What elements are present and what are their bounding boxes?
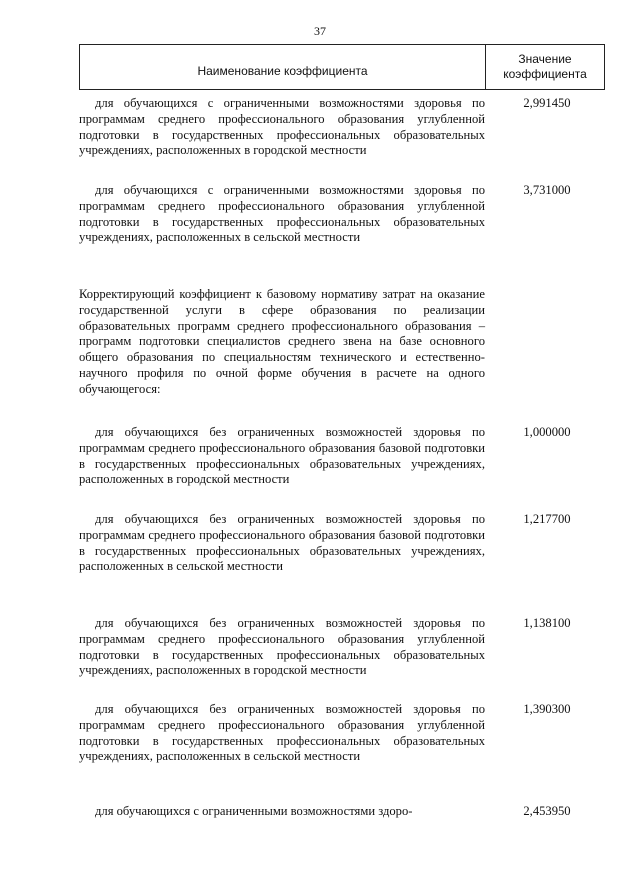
section-heading-text: Корректирующий коэффициент к базовому нормативу затрат на оказание государственной услуги в сфере образования по реализации образовательных программ среднего профессионального образования – программ подготовки специалистов среднего звена на базе основного общего образования по специальностям технического и естественно-научного профиля по очной форме обучения в расчете на одного обучающегося: — [79, 287, 485, 396]
coefficient-value: 1,390300 — [523, 702, 571, 716]
coefficient-value: 1,217700 — [523, 512, 571, 526]
coefficient-value: 2,453950 — [523, 804, 571, 818]
coefficient-value: 1,000000 — [523, 425, 571, 439]
table-header — [79, 44, 605, 90]
column-header-name: Наименование коэффициента — [80, 45, 486, 89]
coefficient-description: для обучающихся с ограниченными возможностями здоровья по программам среднего профессионального образования углубленной подготовки в государственных профессиональных образовательных учреждениях, расположенных в городской местности — [79, 96, 485, 158]
coefficient-description: для обучающихся с ограниченными возможностями здоровья по программам среднего профессионального образования углубленной подготовки в государственных профессиональных образовательных учреждениях, расположенных в сельской местности — [79, 183, 485, 245]
page-number: 37 — [314, 24, 326, 38]
coefficient-value: 2,991450 — [523, 96, 571, 110]
coefficient-description: для обучающихся с ограниченными возможностями здоро- — [95, 804, 413, 818]
coefficient-description: для обучающихся без ограниченных возможностей здоровья по программам среднего профессионального образования базовой подготовки в государственных профессиональных образовательных учреждениях, расположенных в городской местности — [79, 425, 485, 487]
coefficient-description: для обучающихся без ограниченных возможностей здоровья по программам среднего профессионального образования углубленной подготовки в государственных профессиональных образовательных учреждениях, расположенных в сельской местности — [79, 702, 485, 764]
coefficient-description: для обучающихся без ограниченных возможностей здоровья по программам среднего профессионального образования базовой подготовки в государственных профессиональных образовательных учреждениях, расположенных в сельской местности — [79, 512, 485, 574]
coefficient-value: 1,138100 — [523, 616, 571, 630]
column-header-value: Значение коэффициента — [503, 52, 587, 81]
coefficient-description: для обучающихся без ограниченных возможностей здоровья по программам среднего профессионального образования углубленной подготовки в государственных профессиональных образовательных учреждениях, расположенных в городской местности — [79, 616, 485, 678]
coefficient-value: 3,731000 — [523, 183, 571, 197]
